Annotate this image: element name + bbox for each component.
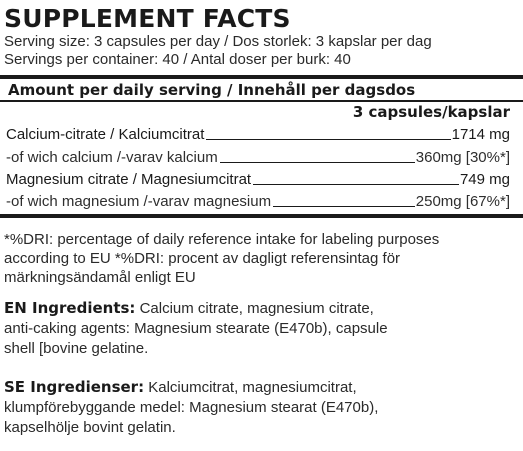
servings-per-container: Servings per container: 40 / Antal doser per burk: 40 (4, 51, 351, 68)
serving-info (4, 33, 432, 69)
nutrient-value: 749 mg (459, 171, 510, 188)
ingredients-se-label: SE Ingredienser: (4, 378, 145, 396)
thick-divider (0, 75, 523, 79)
panel-title: SUPPLEMENT FACTS (4, 4, 291, 33)
ingredients-se-text: Kalciumcitrat, magnesiumcitrat, (144, 379, 357, 396)
nutrient-row-calcium-citrate (6, 123, 510, 143)
dotted-leader (273, 206, 415, 207)
nutrient-name: Calcium-citrate / Kalciumcitrat (6, 126, 205, 143)
nutrient-value: 250mg [67%*] (415, 193, 510, 210)
dotted-leader (206, 139, 450, 140)
ingredients-se-text: kapselhölje bovint gelatin. (4, 419, 176, 436)
ingredients-se-text: klumpförebyggande medel: Magnesium stearat (E470b), (4, 399, 379, 416)
dotted-leader (253, 184, 459, 185)
thick-divider-bottom (0, 214, 523, 218)
ingredients-en-text: anti-caking agents: Magnesium stearate (E470b), capsule (4, 320, 388, 337)
ingredients-se (4, 377, 516, 438)
ingredients-en-label: EN Ingredients: (4, 299, 136, 317)
dri-line: according to EU *%DRI: procent av dagligt referensintag för (4, 250, 401, 267)
nutrient-name: -of wich calcium /-varav kalcium (6, 149, 218, 166)
nutrient-name: Magnesium citrate / Magnesiumcitrat (6, 171, 252, 188)
nutrient-row-calcium (6, 146, 510, 166)
amount-header: Amount per daily serving / Innehåll per dagsdos (8, 81, 416, 99)
header-divider (0, 100, 523, 102)
nutrient-row-magnesium (6, 190, 510, 210)
nutrient-value: 1714 mg (451, 126, 510, 143)
nutrient-value: 360mg [30%*] (415, 149, 510, 166)
nutrient-row-magnesium-citrate (6, 168, 510, 188)
dotted-leader (220, 162, 415, 163)
column-header: 3 capsules/kapslar (352, 103, 510, 121)
ingredients-en-text: Calcium citrate, magnesium citrate, (135, 300, 374, 317)
dri-note (4, 230, 519, 287)
nutrient-name: -of wich magnesium /-varav magnesium (6, 193, 272, 210)
ingredients-en-text: shell [bovine gelatine. (4, 340, 149, 357)
serving-size: Serving size: 3 capsules per day / Dos storlek: 3 kapslar per dag (4, 33, 432, 50)
dri-line: *%DRI: percentage of daily reference intake for labeling purposes (4, 231, 440, 248)
dri-line: märkningsändamål enligt EU (4, 269, 196, 286)
ingredients-en (4, 298, 516, 359)
